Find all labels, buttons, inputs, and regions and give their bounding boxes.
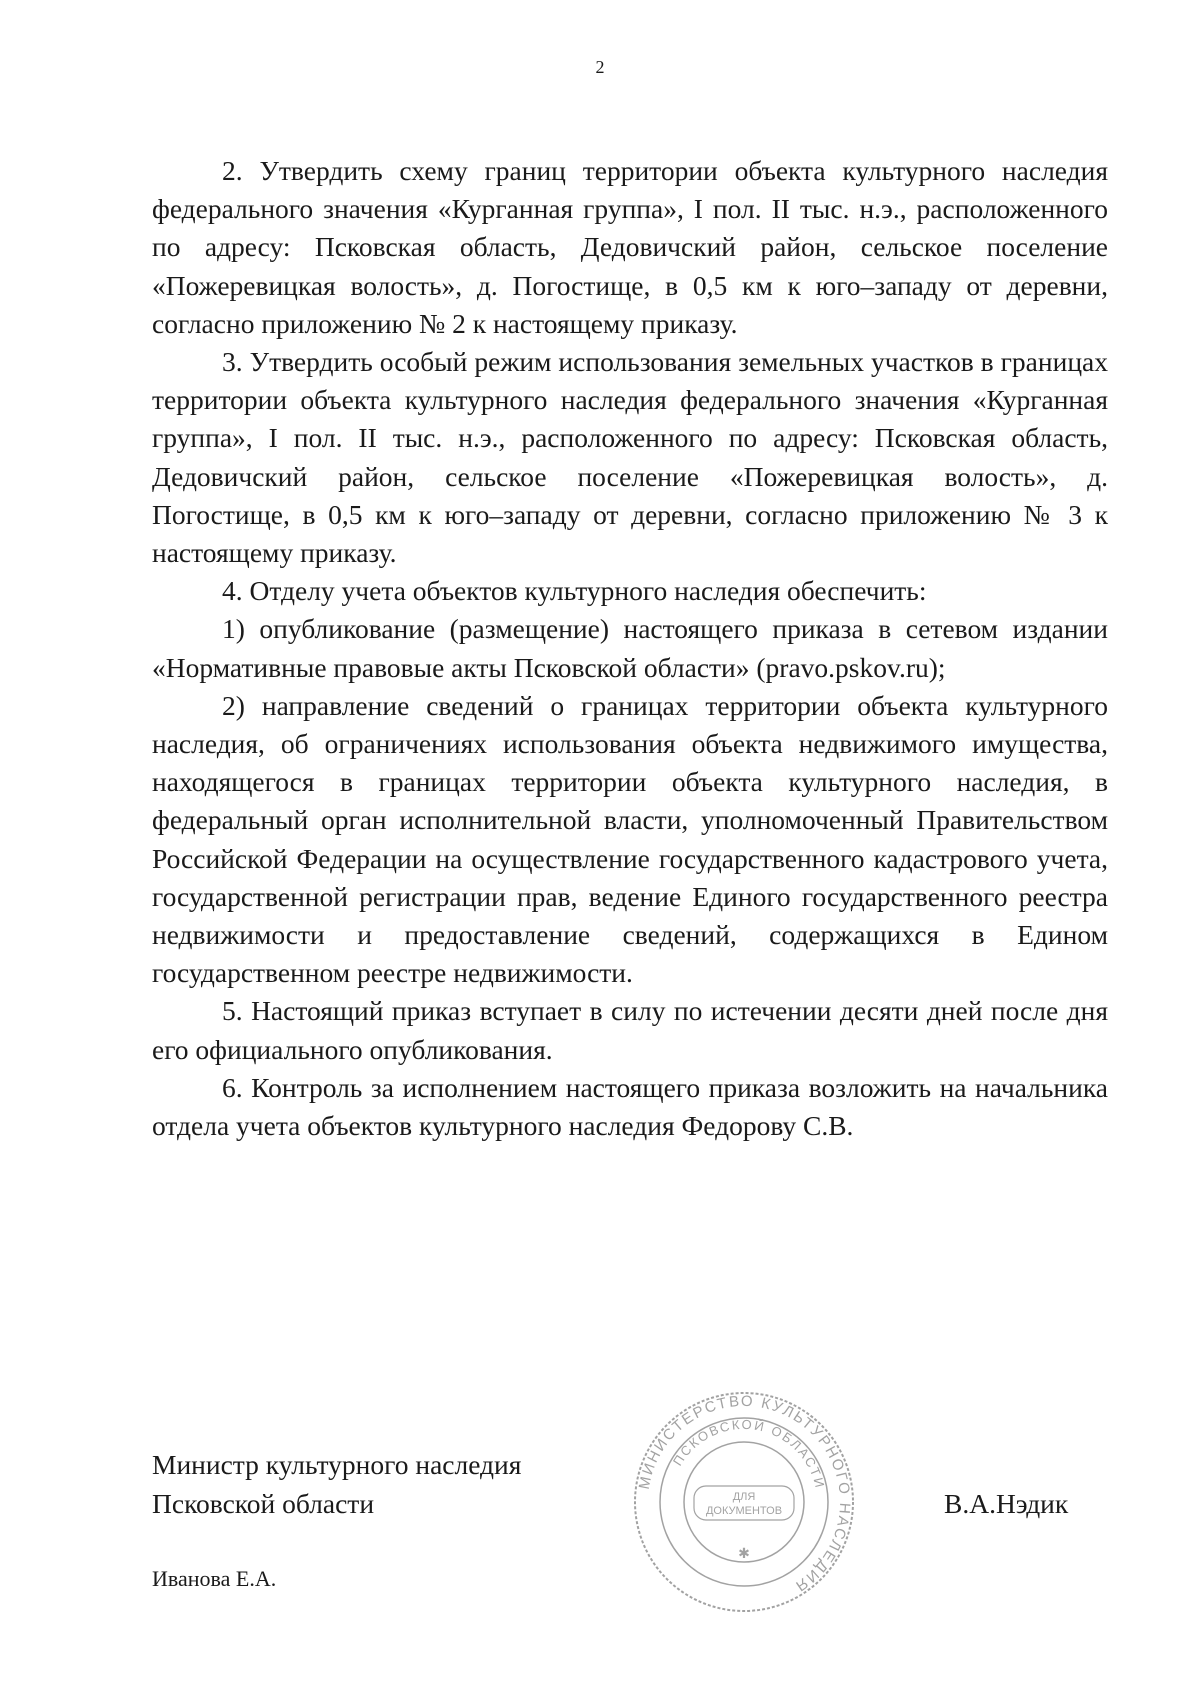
paragraph-item-2: 2. Утвердить схему границ территории объекта культурного наследия федерального значения «Курганная группа», I пол. II тыс. н.э., расположенного по адресу: Псковская область, Дедовичский район, сельское поселение «Пожеревицкая волость», д. Погостище, в 0,5 км к юго–западу от деревни, согласно приложению № 2 к настоящему приказу. — [152, 155, 1108, 339]
paragraph-subitem-1: 1) опубликование (размещение) настоящего приказа в сетевом издании «Нормативные правовые акты Псковской области» (pravo.pskov.ru); — [152, 613, 1108, 683]
document-body — [152, 152, 1108, 1145]
paragraph-item-4: 4. Отделу учета объектов культурного наследия обеспечить: — [222, 575, 927, 607]
seal-center-line1: ДЛЯ — [732, 1491, 756, 1503]
signatory-position-line2: Псковской области — [152, 1488, 375, 1519]
seal-center-line2: ДОКУМЕНТОВ — [705, 1505, 783, 1517]
signatory-position-line1: Министр культурного наследия — [152, 1449, 522, 1480]
official-seal-stamp — [632, 1390, 856, 1614]
paragraph-item-5: 5. Настоящий приказ вступает в силу по истечении десяти дней после дня его официального опубликования. — [152, 995, 1108, 1065]
seal-star-icon: ✱ — [738, 1546, 750, 1562]
paragraph-subitem-2: 2) направление сведений о границах территории объекта культурного наследия, об ограничениях использования объекта недвижимого имущества, находящегося в границах территории объекта культурного наследия, в федеральный орган исполнительной власти, уполномоченный Правительством Российской Федерации на осуществление государственного кадастрового учета, государственной регистрации прав, ведение Единого государственного реестра недвижимости и предоставление сведений, содержащихся в Едином государственном реестре недвижимости. — [152, 689, 1108, 989]
signatory-name: В.А.Нэдик — [944, 1488, 1069, 1519]
paragraph-item-6: 6. Контроль за исполнением настоящего приказа возложить на начальника отдела учета объектов культурного наследия Федорову С.В. — [152, 1071, 1108, 1142]
seal-outer-text: МИНИСТЕРСТВО КУЛЬТУРНОГО НАСЛЕДИЯ — [635, 1392, 854, 1596]
executor-name: Иванова Е.А. — [152, 1566, 277, 1591]
paragraph-item-3: 3. Утвердить особый режим использования земельных участков в границах территории объекта культурного наследия федерального значения «Курганная группа», I пол. II тыс. н.э., расположенного по адресу: Псковская область, Дедовичский район, сельское поселение «Пожеревицкая волость», д. Погостище, в 0,5 км к юго–западу от деревни, согласно приложению № 3 к настоящему приказу. — [152, 346, 1108, 569]
page-number: 2 — [595, 57, 605, 77]
seal-inner-text: ПСКОВСКОЙ ОБЛАСТИ — [669, 1416, 828, 1491]
signatory-position — [152, 1445, 521, 1523]
